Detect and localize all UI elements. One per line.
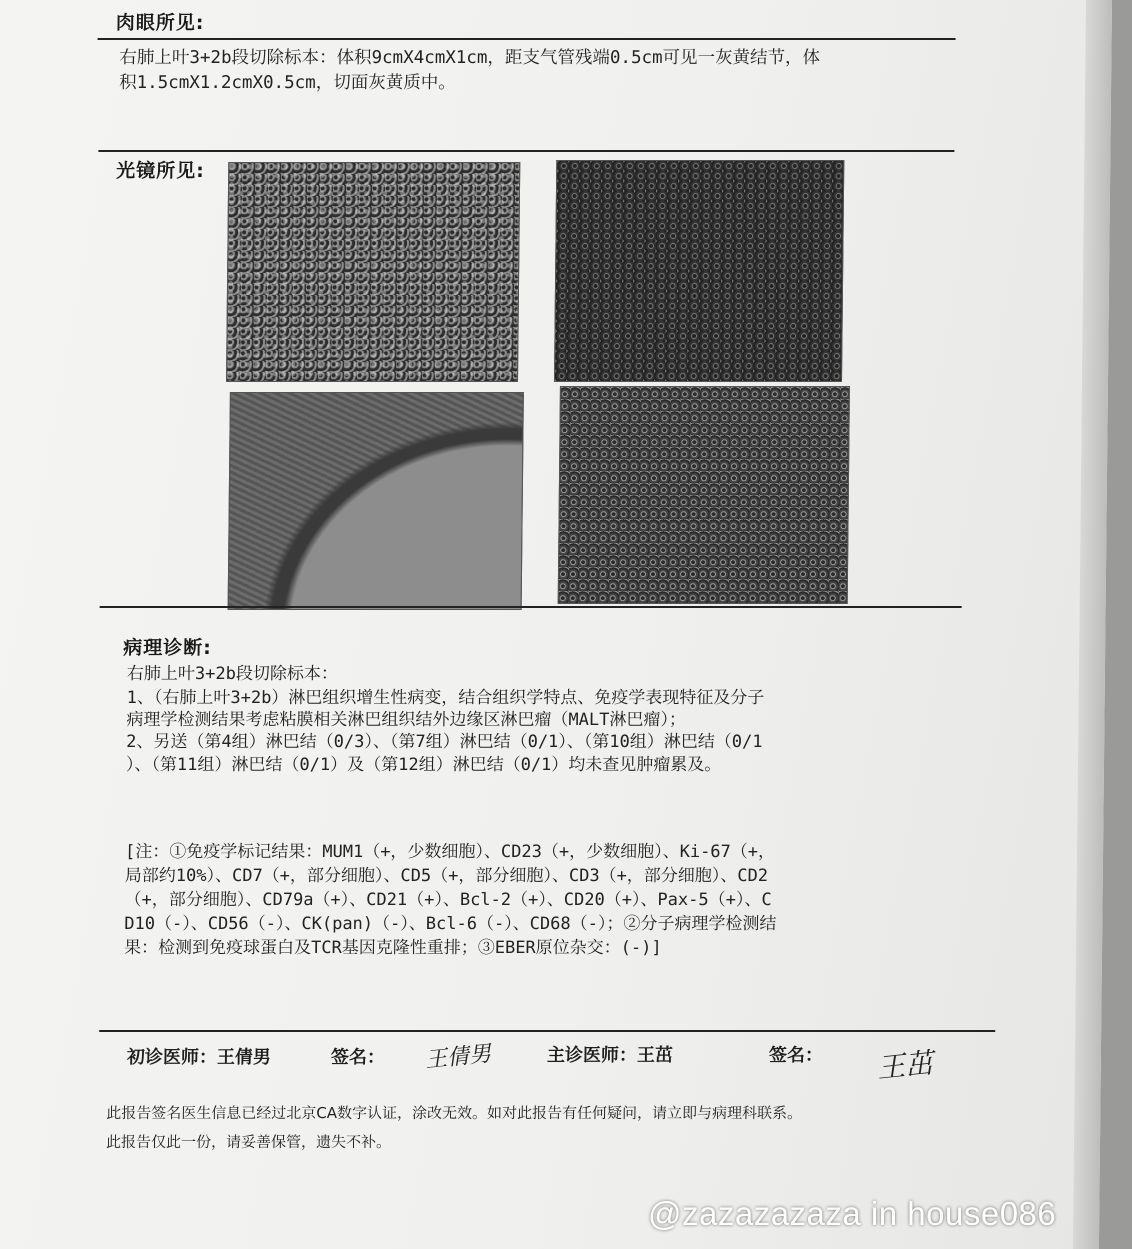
initial-doctor-block — [127, 1043, 271, 1069]
initial-doctor-name: 王倩男 — [216, 1047, 272, 1068]
diagnosis-line-0: 右肺上叶3+2b段切除标本： — [126, 664, 338, 684]
attending-doctor-label: 主诊医师： — [546, 1045, 638, 1066]
note-line-3: D10（-）、CD56（-）、CK(pan)（-）、Bcl-6（-）、CD68（-）；②分子病理学检测结 — [124, 914, 777, 934]
diagnosis-line-1: 1、（右肺上叶3+2b）淋巴组织增生性病变，结合组织学特点、免疫学表现特征及分子 — [126, 688, 765, 708]
note-line-1: 局部约10%）、CD7（+，部分细胞）、CD5（+，部分细胞）、CD3（+，部分细胞）、CD2 — [124, 866, 769, 886]
footer-line-1: 此报告签名医生信息已经过北京CA数字认证，涂改无效。如对此报告有任何疑问，请立即与病理科联系。 — [106, 1104, 803, 1122]
sign-label-2: 签名： — [768, 1045, 824, 1066]
rule-gross — [98, 38, 956, 40]
attending-doctor-signature: 王茁 — [875, 1046, 935, 1085]
gross-line-2: 积1.5cmX1.2cmX0.5cm，切面灰黄质中。 — [119, 73, 456, 93]
gross-heading: 肉眼所见: — [115, 12, 205, 34]
note-line-4: 果：检测到免疫球蛋白及TCR基因克隆性重排；③EBER原位杂交：(-)] — [123, 938, 662, 958]
note-line-0: [注：①免疫学标记结果：MUM1（+，少数细胞）、CD23（+，少数细胞）、Ki-67（+， — [124, 842, 776, 862]
paper-edge — [1073, 0, 1112, 1249]
gross-line-1: 右肺上叶3+2b段切除标本：体积9cmX4cmX1cm，距支气管残端0.5cm可见一灰黄结节，体 — [119, 48, 821, 68]
initial-doctor-label: 初诊医师： — [126, 1047, 218, 1068]
note-line-2: （+，部分细胞）、CD79a（+）、CD21（+）、Bcl-2（+）、CD20（+）、Pax-5（+）、C — [124, 890, 772, 910]
attending-doctor-name: 王茁 — [636, 1045, 674, 1066]
diagnosis-line-4: ）、（第11组）淋巴结（0/1）及（第12组）淋巴结（0/1）均未查见肿瘤累及。 — [125, 755, 722, 775]
rule-diagnosis — [100, 606, 962, 608]
rule-signatures — [99, 1030, 995, 1032]
initial-doctor-signature: 王倩男 — [424, 1041, 493, 1074]
footer-line-2: 此报告仅此一份，请妥善保管，遗失不补。 — [105, 1133, 392, 1151]
rule-microscopy — [98, 150, 954, 152]
attending-doctor-block — [547, 1041, 673, 1067]
diagnosis-line-2: 病理学检测结果考虑粘膜相关淋巴组织结外边缘区淋巴瘤（MALT淋巴瘤）； — [126, 710, 687, 730]
watermark: @zazazazaza in house086 — [648, 1195, 1057, 1232]
micrograph-3 — [228, 392, 524, 610]
micrograph-1 — [226, 162, 520, 382]
diagnosis-line-3: 2、另送（第4组）淋巴结（0/3）、（第7组）淋巴结（0/1）、（第10组）淋巴结（0/1 — [126, 732, 763, 752]
diagnosis-heading: 病理诊断: — [123, 637, 212, 659]
sign-label-1: 签名： — [330, 1047, 386, 1068]
micrograph-4 — [558, 386, 850, 604]
micrograph-2 — [554, 160, 844, 382]
microscopy-heading: 光镜所见: — [116, 160, 205, 182]
